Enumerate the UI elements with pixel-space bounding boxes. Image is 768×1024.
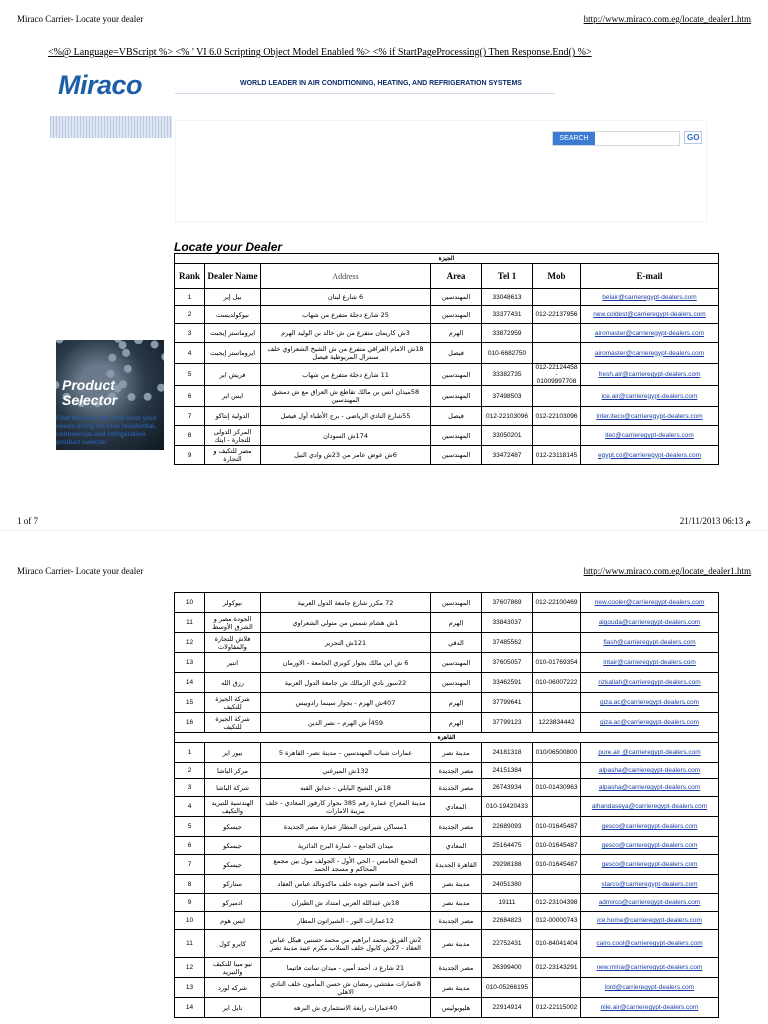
cell-email[interactable]: itec@carrieregypt-dealers.com	[581, 426, 719, 446]
cell-dealer-name: نيوكولر	[205, 593, 261, 613]
cell-rank: 7	[175, 855, 205, 875]
cell-mob: 012-00000743	[533, 912, 581, 930]
table-row	[175, 743, 719, 763]
miraco-logo[interactable]: Miraco	[58, 70, 143, 100]
cell-address: 132ش الميرغني	[261, 763, 431, 779]
cell-tel: 37799641	[482, 693, 533, 713]
cell-area: مصر الجديدة	[431, 958, 482, 978]
table-row	[175, 817, 719, 837]
cell-mob: 012-23118145	[533, 446, 581, 465]
table-row	[175, 386, 719, 407]
cell-email[interactable]: new.mina@carrieregypt-dealers.com	[581, 958, 719, 978]
product-label-line2: Selector	[62, 392, 118, 408]
cell-email[interactable]: intair@carrieregypt-dealers.com	[581, 653, 719, 673]
cell-tel: 010-6682750	[482, 343, 533, 364]
cell-dealer-name: المركز الدولى للتجارة - ايتك	[205, 426, 261, 446]
cell-mob: 012-22103096	[533, 407, 581, 426]
cell-email[interactable]: new.coldest@carrieregypt-dealers.com	[581, 306, 719, 324]
cell-rank: 8	[175, 875, 205, 894]
cell-address: التجمع الخامس - الحي الأول - الجولف مول بين مجمع المحاكم و مسجد الحمد	[261, 855, 431, 875]
page-number: 1 of 7	[17, 516, 38, 526]
cell-email[interactable]: lord@carrieregypt-dealers.com	[581, 978, 719, 998]
cell-mob	[533, 763, 581, 779]
cell-dealer-name: الدولية إنتاكو	[205, 407, 261, 426]
cell-mob: 010-06007222	[533, 673, 581, 693]
cell-tel: 19111	[482, 894, 533, 912]
page-title: Locate your Dealer	[174, 240, 283, 254]
cell-tel: 22752431	[482, 930, 533, 958]
cell-area: مدينة نصر	[431, 875, 482, 894]
cell-mob: 012-22100469	[533, 593, 581, 613]
cell-mob: 010-01645487	[533, 837, 581, 855]
cell-rank: 6	[175, 386, 205, 407]
cell-tel: 37607869	[482, 593, 533, 613]
cell-mob	[533, 613, 581, 633]
cell-dealer-name: نيو مينا للتكيف والتبريد	[205, 958, 261, 978]
cell-email[interactable]: starco@carrieregypt-dealers.com	[581, 875, 719, 894]
cell-dealer-name: بيل إير	[205, 289, 261, 306]
cell-email[interactable]: fresh.air@carrieregypt-dealers.com	[581, 364, 719, 386]
cell-area: مصر الجديدة	[431, 779, 482, 797]
region-label: القاهرة	[175, 733, 719, 743]
cell-rank: 15	[175, 693, 205, 713]
cell-address: 174ش السودان	[261, 426, 431, 446]
cell-dealer-name: انتير	[205, 653, 261, 673]
cell-rank: 4	[175, 797, 205, 817]
table-row	[175, 446, 719, 465]
table-row	[175, 713, 719, 733]
cell-tel: 33872959	[482, 324, 533, 343]
cell-area: مصر الجديدة	[431, 763, 482, 779]
col-mob: Mob	[533, 264, 581, 289]
cell-tel: 25164475	[482, 837, 533, 855]
cell-area: المهندسين	[431, 386, 482, 407]
cell-mob: 012-23104398	[533, 894, 581, 912]
cell-area: مصر الجديدة	[431, 817, 482, 837]
cell-mob	[533, 797, 581, 817]
cell-area: مدينة نصر	[431, 743, 482, 763]
print-header-title: Miraco Carrier- Locate your dealer	[17, 14, 144, 24]
cell-mob: 010-01645487	[533, 855, 581, 875]
cell-dealer-name: ايروماستر إيجبت	[205, 324, 261, 343]
cell-mob: 012-22124458 - 01009997708	[533, 364, 581, 386]
cell-email[interactable]: ice.home@carrieregypt-dealers.com	[581, 912, 719, 930]
cell-area: مدينة نصر	[431, 978, 482, 998]
cell-address: 2ش الفريق محمد ابراهيم من محمد حسنين هيكل عباس العقاد - 27ش كابول خلف السلاب مكرم عبيد مدينة نصر	[261, 930, 431, 958]
cell-rank: 2	[175, 306, 205, 324]
cell-mob	[533, 693, 581, 713]
cell-address: 18ش الشيخ البابلي - حدايق القبه	[261, 779, 431, 797]
cell-dealer-name: ايروماستر إيجبت	[205, 343, 261, 364]
table-row	[175, 958, 719, 978]
cell-dealer-name: جيسكو	[205, 837, 261, 855]
cell-rank: 6	[175, 837, 205, 855]
cell-rank: 10	[175, 912, 205, 930]
cell-address: ميدان الجامع – عمارة البرج الدائرية	[261, 837, 431, 855]
cell-address: 72 مكرر شارع جامعة الدول العربية	[261, 593, 431, 613]
cell-area: الهرم	[431, 713, 482, 733]
cell-dealer-name: فلاش للتجارة والمقاولات	[205, 633, 261, 653]
cell-address: 18ش الامام العراقي متفرع من ش الشيخ الشعراوي خلف سنترال المريوطية فيصل	[261, 343, 431, 364]
cell-address: 407ش الهرم - بجوار سينما رادوبيس	[261, 693, 431, 713]
cell-email[interactable]: inter.iteco@carrieregypt-dealers.com	[581, 407, 719, 426]
cell-area: مدينة نصر	[431, 930, 482, 958]
cell-tel: 33377431	[482, 306, 533, 324]
cell-area: القاهرة الجديدة	[431, 855, 482, 875]
cell-address: 40عمارات رابعة الاستثماري ش البرهه	[261, 998, 431, 1018]
cell-tel: 24181318	[482, 743, 533, 763]
cell-dealer-name: نايل اير	[205, 998, 261, 1018]
cell-dealer-name: كايرو كول	[205, 930, 261, 958]
cell-tel: 22914914	[482, 998, 533, 1018]
table-row	[175, 930, 719, 958]
cell-rank: 1	[175, 743, 205, 763]
table-row	[175, 343, 719, 364]
cell-email[interactable]: gesco@carrieregypt-dealers.com	[581, 855, 719, 875]
cell-email[interactable]: alhandaseya@carrieregypt-dealers.com	[581, 797, 719, 817]
print-header-url[interactable]: http://www.miraco.com.eg/locate_dealer1.htm	[583, 14, 751, 24]
cell-email[interactable]: nile.air@carrieregypt-dealers.com	[581, 998, 719, 1018]
cell-area: المهندسين	[431, 306, 482, 324]
table-row	[175, 978, 719, 998]
cell-mob	[533, 386, 581, 407]
pattern-bar	[50, 116, 172, 138]
cell-dealer-name: ستاركو	[205, 875, 261, 894]
cell-tel: 33462591	[482, 673, 533, 693]
table-row	[175, 289, 719, 306]
product-selector-caption: Find the best unit that suits your needs using On Line residential, commercial and refrigeration product selector	[56, 415, 157, 446]
cell-dealer-name: فريش اير	[205, 364, 261, 386]
cell-rank: 3	[175, 779, 205, 797]
table-row	[175, 613, 719, 633]
cell-dealer-name: جيسكو	[205, 855, 261, 875]
cell-rank: 11	[175, 613, 205, 633]
cell-rank: 11	[175, 930, 205, 958]
cell-email[interactable]: admirco@carrieregypt-dealers.com	[581, 894, 719, 912]
cell-mob: 010-01645487	[533, 817, 581, 837]
cell-address: 21 شارع د. أحمد أمين - ميدان سانت فاتيما	[261, 958, 431, 978]
cell-email[interactable]: gesco@carrieregypt-dealers.com	[581, 817, 719, 837]
cell-mob: 012-22115002	[533, 998, 581, 1018]
table-row	[175, 426, 719, 446]
cell-address: 12عمارات النور - الشيراتون المطار	[261, 912, 431, 930]
cell-address: مدينة المعراج عمارة رقم 385 بجوار كارفور المعادي - خلف بنزينة الامارات	[261, 797, 431, 817]
page-separator	[0, 530, 768, 553]
table-row	[175, 797, 719, 817]
cell-area: المهندسين	[431, 289, 482, 306]
cell-rank: 7	[175, 407, 205, 426]
cell-mob	[533, 633, 581, 653]
cell-email[interactable]: belair@carrieregypt-dealers.com	[581, 289, 719, 306]
table-row	[175, 673, 719, 693]
region-label: الجيزة	[175, 254, 719, 264]
print-header-title: Miraco Carrier- Locate your dealer	[17, 566, 144, 576]
cell-email[interactable]: rizkallah@carrieregypt-dealers.com	[581, 673, 719, 693]
cell-address: 58ميدان انس بن مالك تقاطع ش العراق مع ش دمشق المهندسين	[261, 386, 431, 407]
cell-dealer-name: ادميركو	[205, 894, 261, 912]
cell-dealer-name: شركة الجيزة للتكيف	[205, 693, 261, 713]
cell-area: الهرم	[431, 613, 482, 633]
cell-address: 22سور نادي الزمالك ش جامعة الدول العربية	[261, 673, 431, 693]
cell-area: الدقي	[431, 633, 482, 653]
pdf-page-2	[0, 552, 768, 1024]
cell-rank: 9	[175, 446, 205, 465]
print-timestamp: 21/11/2013 06:13 م	[679, 516, 751, 526]
cell-dealer-name: مركز الباشا	[205, 763, 261, 779]
cell-area: المهندسين	[431, 364, 482, 386]
cell-email[interactable]: giza.ac@carrieregypt-dealers.com	[581, 693, 719, 713]
cell-mob: 010-01769354	[533, 653, 581, 673]
cell-tel: 33382735	[482, 364, 533, 386]
cell-email[interactable]: algouda@carrieregypt-dealers.com	[581, 613, 719, 633]
cell-dealer-name: ايس هوم	[205, 912, 261, 930]
table-row	[175, 407, 719, 426]
cell-rank: 16	[175, 713, 205, 733]
table-row	[175, 837, 719, 855]
cell-dealer-name: مصر للتكيف و التجارة	[205, 446, 261, 465]
cell-area: فيصل	[431, 343, 482, 364]
table-row	[175, 875, 719, 894]
cell-tel: 33843037	[482, 613, 533, 633]
cell-area: مدينة نصر	[431, 894, 482, 912]
cell-address: 55شارع النادي الرياضي - برج الأطباء أول فيصل	[261, 407, 431, 426]
cell-area: مصر الجديدة	[431, 912, 482, 930]
cell-tel: 26743934	[482, 779, 533, 797]
cell-tel: 33048613	[482, 289, 533, 306]
cell-address: 6ش احمد قاسم جوده خلف ماكدونالد عباس العقاد	[261, 875, 431, 894]
cell-mob: 010-84041404	[533, 930, 581, 958]
cell-tel: 24051380	[482, 875, 533, 894]
table-row	[175, 779, 719, 797]
cell-rank: 13	[175, 653, 205, 673]
cell-dealer-name: شركة الباشا	[205, 779, 261, 797]
cell-address: 6 شارع لبنان	[261, 289, 431, 306]
search-label: SEARCH	[553, 132, 595, 145]
search-box[interactable]	[552, 131, 680, 146]
cell-email[interactable]: egypt.co@carrieregypt-dealers.com	[581, 446, 719, 465]
col-email: E-mail	[581, 264, 719, 289]
cell-tel: 012-22103096	[482, 407, 533, 426]
cell-email[interactable]: new.cooler@carrieregypt-dealers.com	[581, 593, 719, 613]
product-label-line1: Product	[62, 377, 115, 393]
cell-rank: 12	[175, 958, 205, 978]
cell-rank: 12	[175, 633, 205, 653]
print-header-url[interactable]: http://www.miraco.com.eg/locate_dealer1.htm	[583, 566, 751, 576]
cell-address: 6 ش ابن مالك بجوار كوبري الجامعة - الاورمان	[261, 653, 431, 673]
cell-email[interactable]: giza.ac@carrieregypt-dealers.com	[581, 713, 719, 733]
table-row	[175, 894, 719, 912]
cell-address: 3ش كاريمان متفرع من ش خالد بن الوليد الهرم	[261, 324, 431, 343]
cell-rank: 5	[175, 364, 205, 386]
cell-tel: 29298188	[482, 855, 533, 875]
cell-tel: 37799123	[482, 713, 533, 733]
cell-area: المعادي	[431, 837, 482, 855]
tagline: WORLD LEADER IN AIR CONDITIONING, HEATING, AND REFRIGERATION SYSTEMS	[240, 80, 522, 87]
cell-dealer-name: الهندسية للتبريد والتكيف	[205, 797, 261, 817]
cell-mob	[533, 289, 581, 306]
go-button[interactable]: GO	[684, 131, 702, 144]
cell-rank: 8	[175, 426, 205, 446]
cell-mob	[533, 343, 581, 364]
cell-address: 121ش التحرير	[261, 633, 431, 653]
cell-mob: 010/06500800	[533, 743, 581, 763]
cell-area: المهندسين	[431, 653, 482, 673]
cell-rank: 1	[175, 289, 205, 306]
table-row	[175, 633, 719, 653]
cell-rank: 14	[175, 998, 205, 1018]
cell-email[interactable]: airomaster@carrieregypt-dealers.com	[581, 343, 719, 364]
cell-dealer-name: رزق الله	[205, 673, 261, 693]
cell-dealer-name: جيسكو	[205, 817, 261, 837]
cell-mob	[533, 324, 581, 343]
cell-area: فيصل	[431, 407, 482, 426]
cell-area: المهندسين	[431, 673, 482, 693]
cell-rank: 13	[175, 978, 205, 998]
cell-email[interactable]: ice.air@carrieregypt-dealers.com	[581, 386, 719, 407]
cell-tel: 010-19420433	[482, 797, 533, 817]
cell-dealer-name: ايس اير	[205, 386, 261, 407]
cell-address: عمارات شباب المهندسين – مدينة نصر- القاهرة 5	[261, 743, 431, 763]
cell-tel: 22689093	[482, 817, 533, 837]
cell-address: 6ش عوض عامر من 23ش وادي النيل	[261, 446, 431, 465]
cell-mob: 1223834442	[533, 713, 581, 733]
cell-mob: 012-23143291	[533, 958, 581, 978]
cell-email[interactable]: cairo.cool@carrieregypt-dealers.com	[581, 930, 719, 958]
cell-email[interactable]: flash@carrieregypt-dealers.com	[581, 633, 719, 653]
cell-rank: 5	[175, 817, 205, 837]
cell-dealer-name: بيور اير	[205, 743, 261, 763]
cell-tel: 37498503	[482, 386, 533, 407]
cell-email[interactable]: airomaster@carrieregypt-dealers.com	[581, 324, 719, 343]
col-tel: Tel 1	[482, 264, 533, 289]
cell-area: هليوبوليس	[431, 998, 482, 1018]
cell-dealer-name: شركة الجيزة للتكيف	[205, 713, 261, 733]
divider	[175, 93, 555, 94]
col-dealer-name: Dealer Name	[205, 264, 261, 289]
cell-area: المهندسين	[431, 446, 482, 465]
cell-tel: 24151384	[482, 763, 533, 779]
cell-dealer-name: نيوكولديست	[205, 306, 261, 324]
table-row	[175, 306, 719, 324]
table-row	[175, 653, 719, 673]
cell-mob: 010-01430963	[533, 779, 581, 797]
cell-tel: 33050201	[482, 426, 533, 446]
cell-address: 459أ ش الهرم – نصر الدين	[261, 713, 431, 733]
cell-address: 18ش عبدالله العربي امتداد ش الطيران	[261, 894, 431, 912]
product-selector-label	[62, 378, 117, 408]
cell-rank: 10	[175, 593, 205, 613]
cell-tel: 37485562	[482, 633, 533, 653]
cell-rank: 3	[175, 324, 205, 343]
cell-dealer-name: شركه لورد	[205, 978, 261, 998]
table-row	[175, 912, 719, 930]
table-row	[175, 763, 719, 779]
cell-mob	[533, 978, 581, 998]
cell-tel: 010-05266195	[482, 978, 533, 998]
cell-rank: 14	[175, 673, 205, 693]
table-row	[175, 324, 719, 343]
cell-mob: 012-22137956	[533, 306, 581, 324]
table-row	[175, 855, 719, 875]
cell-rank: 2	[175, 763, 205, 779]
cell-email[interactable]: alpasha@carrieregypt-dealers.com	[581, 763, 719, 779]
cell-mob	[533, 426, 581, 446]
col-rank: Rank	[175, 264, 205, 289]
col-address: Address	[261, 264, 431, 289]
dealers-table-continued	[174, 592, 719, 1018]
cell-rank: 4	[175, 343, 205, 364]
cell-address: 1ش هشام شمس من متولي الشعراوي	[261, 613, 431, 633]
table-row	[175, 693, 719, 713]
cell-area: الهرم	[431, 693, 482, 713]
cell-tel: 37605057	[482, 653, 533, 673]
table-row	[175, 593, 719, 613]
cell-area: الهرم	[431, 324, 482, 343]
cell-dealer-name: الجودة مصر و الشرق الأوسط	[205, 613, 261, 633]
cell-area: المهندسين	[431, 426, 482, 446]
cell-address: 11 شارع دجلة متفرع من شهاب	[261, 364, 431, 386]
cell-address: 25 شارع دجلة متفرع من شهاب	[261, 306, 431, 324]
dealers-table-giza	[174, 253, 719, 465]
cell-area: المعادي	[431, 797, 482, 817]
table-row	[175, 998, 719, 1018]
table-row	[175, 364, 719, 386]
cell-email[interactable]: pure.air @carrieregypt-dealers.com	[581, 743, 719, 763]
cell-area: المهندسين	[431, 593, 482, 613]
cell-email[interactable]: alpasha@carrieregypt-dealers.com	[581, 779, 719, 797]
cell-address: 1مساكن شيراتون المطار عمارة مصر الجديدة	[261, 817, 431, 837]
cell-address: 8عمارات مفتشي رمضان ش حسن المأمون خلف النادي الاهلي	[261, 978, 431, 998]
cell-mob	[533, 875, 581, 894]
asp-directive-line: <%@ Language=VBScript %> <% ' VI 6.0 Scripting Object Model Enabled %> <% if StartPageProcessing() Then Response.End() %>	[48, 47, 592, 58]
cell-tel: 22684823	[482, 912, 533, 930]
cell-tel: 26399400	[482, 958, 533, 978]
col-area: Area	[431, 264, 482, 289]
cell-tel: 33472487	[482, 446, 533, 465]
cell-rank: 9	[175, 894, 205, 912]
cell-email[interactable]: gesco@carrieregypt-dealers.com	[581, 837, 719, 855]
